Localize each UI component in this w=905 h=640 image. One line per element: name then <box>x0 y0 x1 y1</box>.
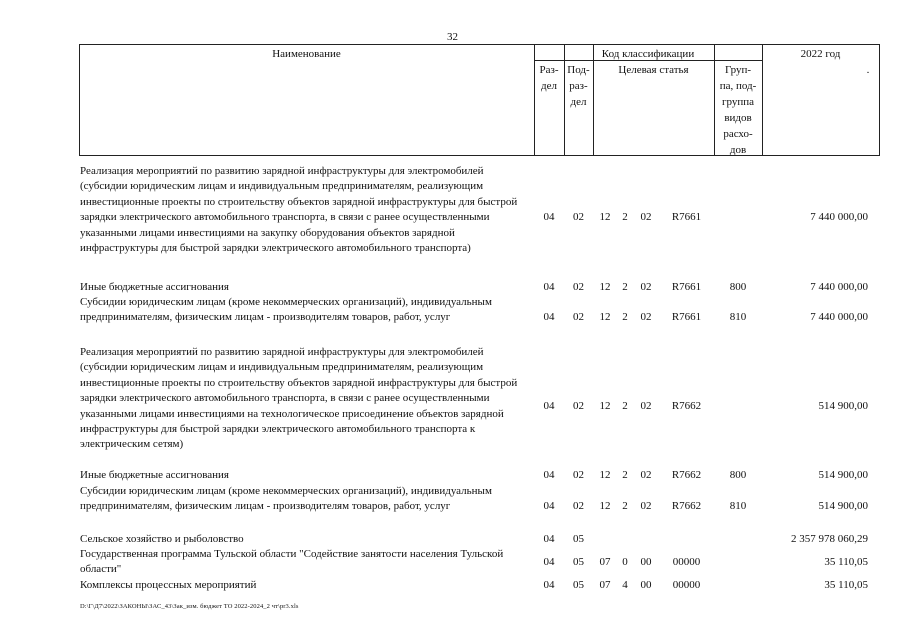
row-code-rz: 04 <box>543 579 555 591</box>
row-code-c2: 2 <box>622 281 628 293</box>
row-code-c1: 12 <box>599 469 611 481</box>
row-code-vr: 810 <box>729 500 747 513</box>
row-code-c2: 2 <box>622 211 628 224</box>
row-code-c3: 00 <box>640 579 652 591</box>
row-amount: 514 900,00 <box>818 399 868 412</box>
row-amount: 7 440 000,00 <box>810 311 868 324</box>
row-code-pr: 02 <box>573 311 584 324</box>
row-code-rz: 04 <box>543 533 555 545</box>
row-name: Иные бюджетные ассигнования <box>80 281 229 293</box>
row-code-c2: 2 <box>622 311 628 324</box>
row-code-pr: 02 <box>573 211 584 224</box>
row-code-pr: 05 <box>573 533 584 545</box>
row-code-c3: 02 <box>640 211 652 224</box>
row-amount: 7 440 000,00 <box>810 281 868 293</box>
row-code-c3: 00 <box>640 555 652 568</box>
row-code-pr: 02 <box>573 281 584 293</box>
row-name: Реализация мероприятий по развитию зарядной инфраструктуры для электромобилей (субсидии юридическим лицам и индивидуальным предпринимателям, реализующим инвестиционные проекты по строительству объектов зарядной инфраструктуры для быстрой зарядки электрического автомобильного транспорта, в связи с ранее осуществленными указанными лицами инвестициями на технологическое присоединение объектов зарядной инфраструктуры для быстрой зарядки электрического автомобильного транспорта к электрическим сетям) <box>80 346 518 451</box>
row-code-rz: 04 <box>543 469 555 481</box>
row-code-c1: 07 <box>599 579 611 591</box>
row-code-vr: 800 <box>729 469 747 481</box>
row-code-c4: R7662 <box>671 500 702 513</box>
row-code-c2: 2 <box>622 500 628 513</box>
row-amount: 514 900,00 <box>818 469 868 481</box>
row-code-rz: 04 <box>543 211 555 224</box>
table-row <box>0 468 905 483</box>
row-code-c4: R7661 <box>671 281 702 293</box>
row-code-c1: 07 <box>599 555 611 568</box>
row-code-c4: R7661 <box>671 211 702 224</box>
row-code-c3: 02 <box>640 469 652 481</box>
row-code-c1: 12 <box>599 211 611 224</box>
row-code-rz: 04 <box>543 555 555 568</box>
header-group: Груп- па, под- группа видов расхо- дов <box>719 64 757 156</box>
header-dot: . <box>866 64 870 76</box>
row-code-c2: 0 <box>622 555 628 568</box>
row-code-rz: 04 <box>543 281 555 293</box>
row-code-c4: R7661 <box>671 311 702 324</box>
row-code-pr: 02 <box>573 500 584 513</box>
table-row <box>0 578 905 593</box>
row-code-c3: 02 <box>640 281 652 293</box>
row-code-c1: 12 <box>599 281 611 293</box>
table-row <box>0 547 905 578</box>
header-section: Раз- дел <box>539 64 559 92</box>
row-code-rz: 04 <box>543 500 555 513</box>
row-name: Субсидии юридическим лицам (кроме некоммерческих организаций), индивидуальным предпринимателям, физическим лицам - производителям товаров, работ, услуг <box>80 296 492 324</box>
row-amount: 2 357 978 060,29 <box>791 533 868 545</box>
row-code-c3: 02 <box>640 399 652 412</box>
row-code-c4: 00000 <box>672 579 701 591</box>
row-code-vr: 800 <box>729 281 747 293</box>
row-code-c2: 2 <box>622 399 628 412</box>
header-code: Код классификации <box>601 48 695 60</box>
page-number: 32 <box>447 31 458 43</box>
row-amount: 514 900,00 <box>818 500 868 513</box>
footer-file-path: D:\Г\Д7\2022\ЗАКОНЫ\ЗАС_43\Зак_изм. бюджет ТО 2022-2024_2 чт\pr3.xls <box>80 603 299 610</box>
row-code-pr: 02 <box>573 399 584 412</box>
table-row <box>0 532 905 547</box>
row-code-c3: 02 <box>640 311 652 324</box>
header-year: 2022 год <box>800 48 841 60</box>
row-code-c1: 12 <box>599 399 611 412</box>
row-code-c4: R7662 <box>671 469 702 481</box>
row-name: Иные бюджетные ассигнования <box>80 469 229 481</box>
table-row <box>0 484 905 530</box>
row-code-c2: 4 <box>622 579 628 591</box>
row-code-c3: 02 <box>640 500 652 513</box>
row-code-rz: 04 <box>543 311 555 324</box>
header-subsection: Под- раз- дел <box>567 64 590 108</box>
row-code-pr: 02 <box>573 469 584 481</box>
table-row <box>0 345 905 468</box>
table-header <box>79 44 880 156</box>
row-code-pr: 05 <box>573 555 584 568</box>
row-code-c1: 12 <box>599 311 611 324</box>
row-code-c2: 2 <box>622 469 628 481</box>
row-code-pr: 05 <box>573 579 584 591</box>
row-name: Сельское хозяйство и рыболовство <box>80 533 244 545</box>
row-amount: 35 110,05 <box>824 555 868 568</box>
row-name: Государственная программа Тульской области "Содействие занятости населения Тульской области" <box>80 548 504 576</box>
row-amount: 35 110,05 <box>824 579 868 591</box>
row-code-vr: 810 <box>729 311 747 324</box>
table-row <box>0 295 905 341</box>
row-code-c4: 00000 <box>672 555 701 568</box>
row-name: Комплексы процессных мероприятий <box>80 579 257 591</box>
header-name: Наименование <box>272 48 341 60</box>
row-code-c1: 12 <box>599 500 611 513</box>
row-code-c4: R7662 <box>671 399 702 412</box>
table-row <box>0 164 905 272</box>
row-code-rz: 04 <box>543 399 555 412</box>
row-amount: 7 440 000,00 <box>810 211 868 224</box>
table-row <box>0 280 905 295</box>
header-target: Целевая статья <box>618 64 689 76</box>
row-name: Реализация мероприятий по развитию зарядной инфраструктуры для электромобилей (субсидии юридическим лицам и индивидуальным предпринимателям, реализующим инвестиционные проекты по строительству объектов зарядной инфраструктуры для быстрой зарядки электрического автомобильного транспорта, в связи с ранее осуществленными указанными лицами инвестициями на закупку оборудования объектов зарядной инфраструктуры для быстрой зарядки электрического автомобильного транспорта) <box>80 165 518 255</box>
row-name: Субсидии юридическим лицам (кроме некоммерческих организаций), индивидуальным предпринимателям, физическим лицам - производителям товаров, работ, услуг <box>80 485 492 513</box>
